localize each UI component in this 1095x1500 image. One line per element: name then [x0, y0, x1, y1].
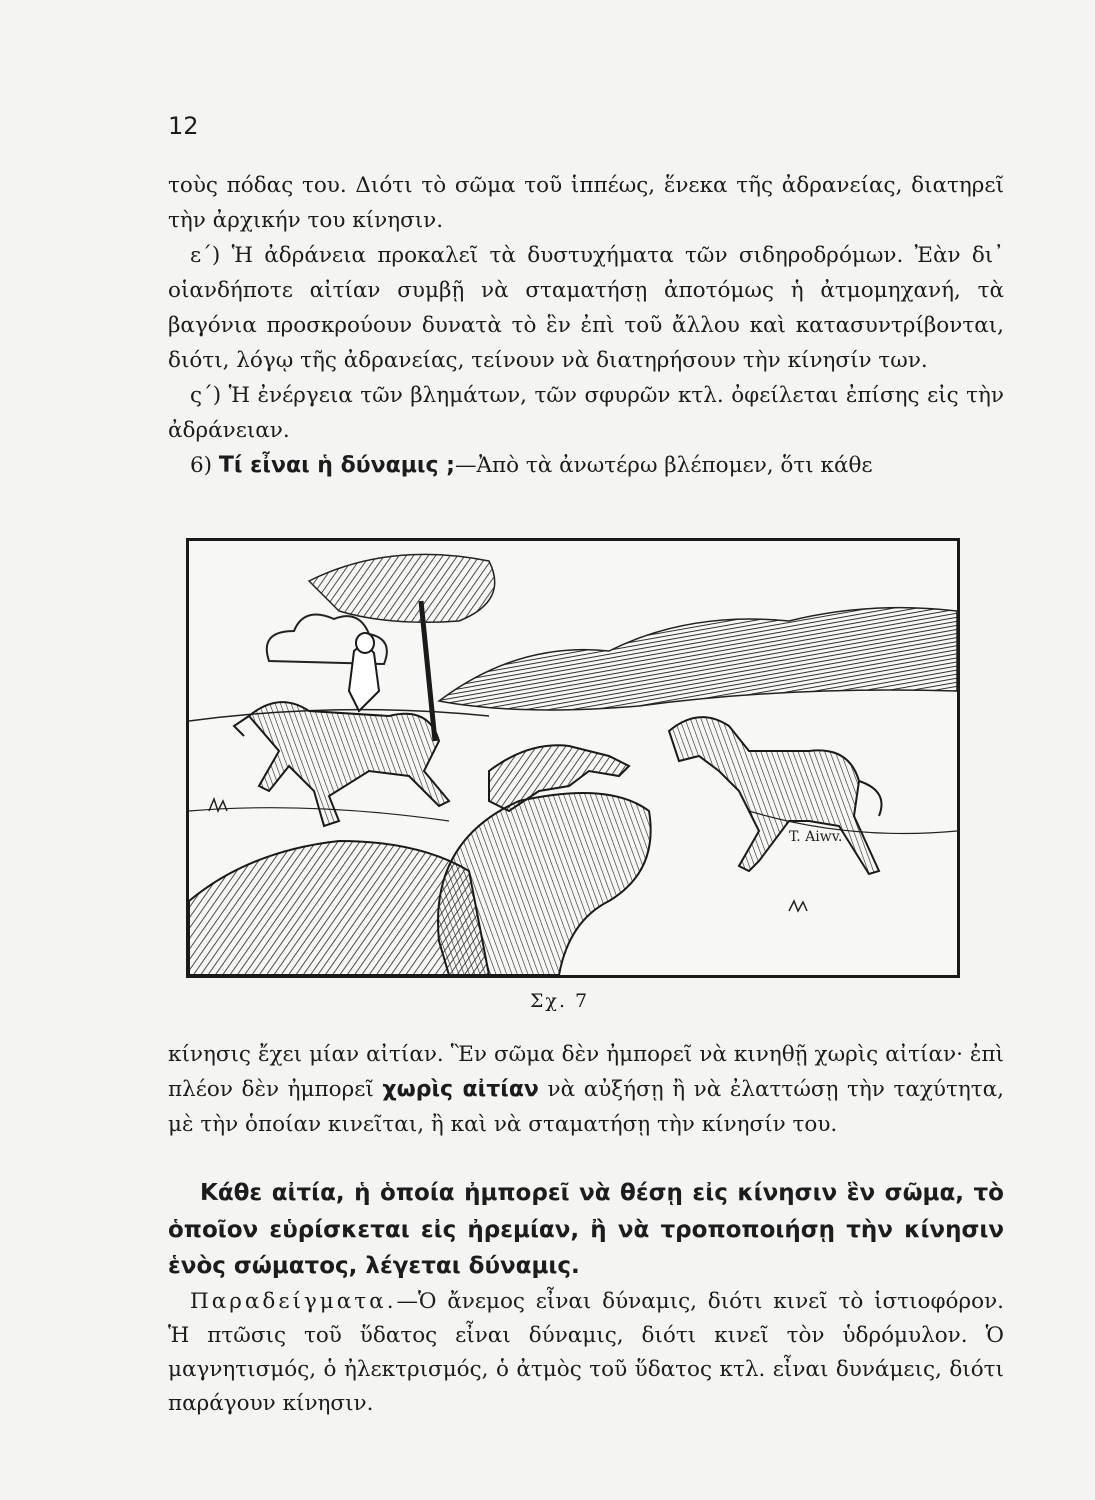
cause-emphasis: χωρὶς αἰτίαν — [382, 1077, 539, 1102]
artist-signature: T. Aiwv. — [789, 829, 843, 845]
figure-illustration — [186, 538, 960, 978]
examples-label: Παραδείγματα. — [190, 1289, 397, 1314]
paragraph-projectiles: ς΄) Ἡ ἐνέργεια τῶν βλημάτων, τῶν σφυρῶν κτλ. ὀφείλεται ἐπίσης εἰς τὴν ἀδράνειαν. — [168, 383, 1004, 443]
cause-text-start: κίνησις ἔχει μίαν αἰτίαν. Ἓν σῶμα δὲν ἠμπορεῖ νὰ κινηθῇ χωρὶς αἰτίαν· ἐπὶ πλέον δὲν ἠμπορεῖ — [168, 1042, 1004, 1102]
top-text — [168, 168, 1004, 483]
illustration-horses — [189, 541, 957, 975]
definition-text: Κάθε αἰτία, ἡ ὁποία ἠμπορεῖ νὰ θέσῃ εἰς κίνησιν ἓν σῶμα, τὸ ὁποῖον εὑρίσκεται εἰς ἠρεμίαν, ἢ νὰ τροποποιήσῃ τὴν κίνησιν ἑνὸς σώματος, λέγεται δύναμις. — [168, 1180, 1004, 1279]
section-intro: —Ἀπὸ τὰ ἀνωτέρω βλέπομεν, ὅτι κάθε — [454, 453, 873, 478]
examples-text: —Ὁ ἄνεμος εἶναι δύναμις, διότι κινεῖ τὸ ἱστιοφόρον. Ἡ πτῶσις τοῦ ὕδατος εἶναι δύναμις, διότι κινεῖ τὸν ὑδρόμυλον. Ὁ μαγνητισμός, ὁ ἠλεκτρισμός, ὁ ἀτμὸς τοῦ ὕδατος κτλ. εἶναι δυνάμεις, διότι παράγουν κίνησιν. — [168, 1289, 1004, 1416]
section-number: 6) — [190, 453, 213, 478]
examples-block — [168, 1285, 1004, 1421]
paragraph-trains: ε΄) Ἡ ἀδράνεια προκαλεῖ τὰ δυστυχήματα τῶν σιδηροδρόμων. Ἐὰν δι᾽ οἱανδήποτε αἰτίαν συμβῇ νὰ σταματήσῃ ἀποτόμως ἡ ἀτμομηχανή, τὰ βαγόνια προσκρούουν δυνατὰ τὸ ἓν ἐπὶ τοῦ ἄλλου καὶ κατασυντρίβονται, διότι, λόγῳ τῆς ἀδρανείας, τείνουν νὰ διατηρήσουν τὴν κίνησίν των. — [168, 243, 1004, 373]
paragraph-cause — [168, 1037, 1004, 1142]
section-heading-line — [168, 448, 1004, 483]
definition-block — [168, 1175, 1004, 1285]
examples-paragraph — [168, 1285, 1004, 1421]
section-heading: Τί εἶναι ἡ δύναμις ; — [218, 453, 455, 478]
after-figure-text — [168, 1037, 1004, 1142]
page-number: 12 — [168, 112, 199, 140]
figure-caption: Σχ. 7 — [530, 990, 590, 1012]
cause-text-end: νὰ αὐξήσῃ ἢ νὰ ἐλαττώσῃ τὴν ταχύτητα, μὲ τὴν ὁποίαν κινεῖται, ἢ καὶ νὰ σταματήσῃ τὴν κίνησίν του. — [168, 1077, 1004, 1137]
paragraph-rider: τοὺς πόδας του. Διότι τὸ σῶμα τοῦ ἱππέως, ἕνεκα τῆς ἀδρανείας, διατηρεῖ τὴν ἀρχικήν του κίνησιν. — [168, 173, 1004, 233]
